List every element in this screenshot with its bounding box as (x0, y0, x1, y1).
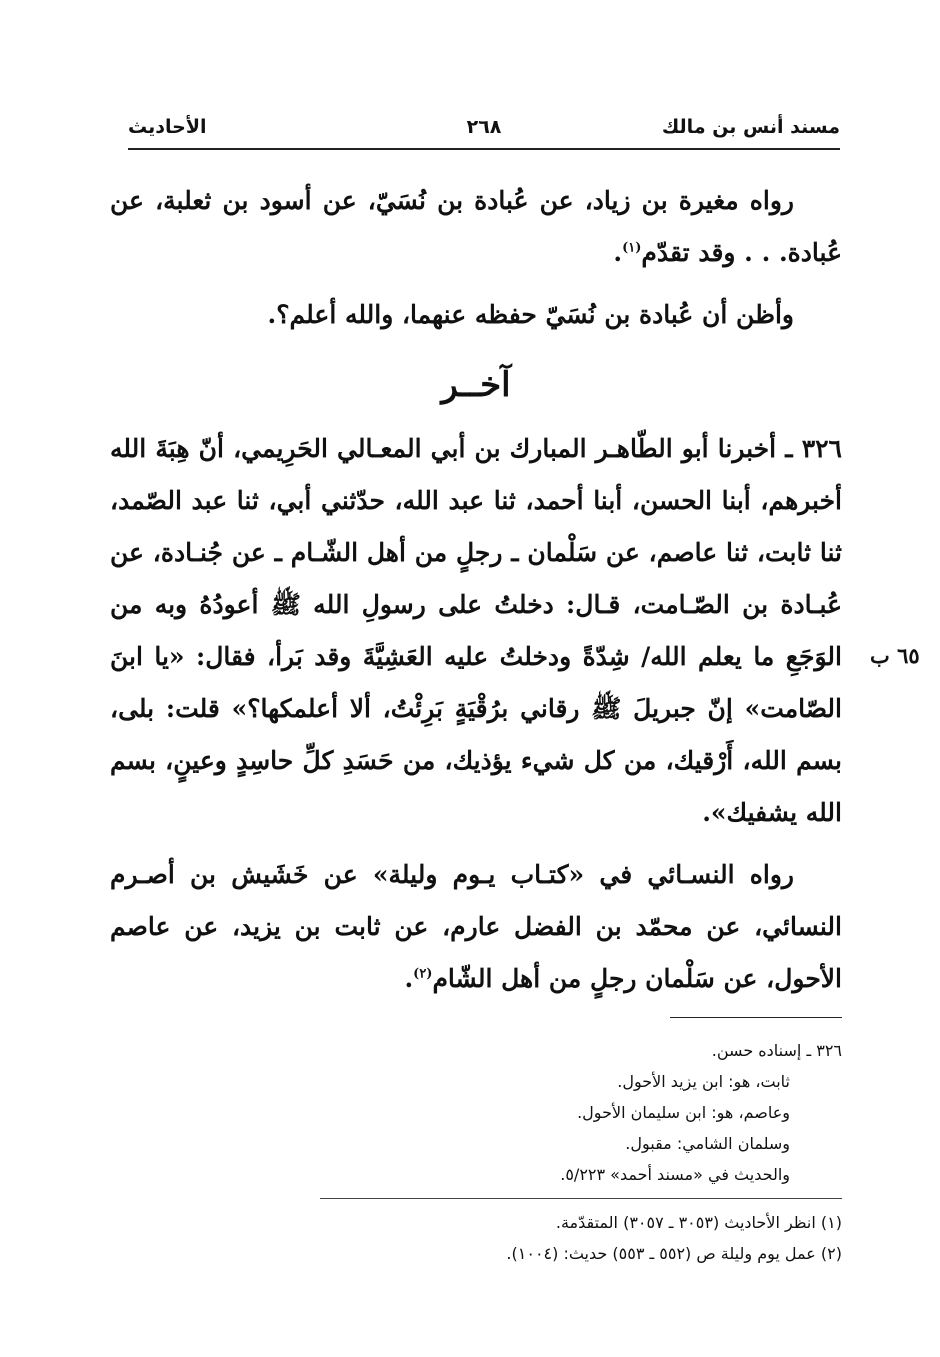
hadith-326 (110, 423, 842, 839)
footnote-divider (320, 1198, 842, 1199)
paragraph-1-text: رواه مغيرة بن زياد، عن عُبادة بن نُسَيّ، عن أسود بن ثعلبة، عن عُبادة. . . وقد تقدّم (110, 186, 842, 267)
section-heading: آخــر (441, 365, 511, 405)
paragraph-3 (110, 849, 842, 1005)
footnote-item: وعاصم، هو: ابن سليمان الأحول. (577, 1103, 790, 1122)
header-book-title: مسند أنس بن مالك (661, 116, 840, 138)
page-number: ٢٦٨ (466, 116, 502, 138)
paragraph-2: وأظن أن عُبادة بن نُسَيّ حفظه عنهما، والله أعلم؟. (267, 300, 794, 329)
footnote-item: وسلمان الشامي: مقبول. (625, 1134, 790, 1153)
footnote-ref-line-1: (١) انظر الأحاديث (٣٠٥٣ ـ ٣٠٥٧) المتقدّمة. (555, 1213, 842, 1232)
footnote-item: ثابت، هو: ابن يزيد الأحول. (617, 1072, 790, 1091)
main-text (110, 175, 842, 1005)
paragraph-3-text: رواه النسـائي في «كتـاب يـوم وليلة» عن خَشَيش بن أصـرم النسائي، عن محمّد بن الفضل عارم، عن ثابت بن يزيد، عن عاصم الأحول، عن سَلْمان رجلٍ من أهل الشّام (110, 860, 842, 993)
hadith-number: ٣٢٦ (801, 434, 842, 463)
header-section-title: الأحاديث (128, 116, 207, 138)
paragraph-1 (110, 175, 842, 279)
footnote-ref-1: (١) (622, 240, 642, 256)
hadith-text: ـ أخبرنا أبو الطّاهـر المبارك بن أبي المعـالي الحَرِيمي، أنّ هِبَةَ الله أخبرهم، أبنا الحسن، أبنا أحمد، ثنا عبد الله، حدّثني أبي، ثنا عبد الصّمد، ثنا ثابت، ثنا عاصم، عن سَلْمان ـ رجلٍ من أهل الشّـام ـ عن جُنـادة، عن عُبـادة بن الصّـامت، قـال: دخلتُ على رسولِ الله ﷺ أعودُهُ وبه من الوَجَعِ ما يعلم الله/ شِدّةً ودخلتُ عليه العَشِيَّةَ وقد بَرأ، فقال: «يا ابنَ الصّامت» إنّ جبريلَ ﷺ رقاني برُقْيَةٍ بَرِئْتُ، ألا أعلمكها؟» قلت: بلى، بسم الله، أَرْقيك، من كل شيء يؤذيك، من حَسَدِ كلِّ حاسِدٍ وعينٍ، بسم الله يشفيك». (110, 434, 842, 827)
footnotes (320, 1035, 842, 1269)
footnote-ref-2: (٢) (413, 966, 433, 982)
running-header (128, 112, 840, 148)
manuscript-folio-note: ٦٥ ب (870, 643, 920, 668)
paragraph-1-end: . (613, 238, 623, 267)
footnote-ref-line-2: (٢) عمل يوم وليلة ص (٥٥٢ ـ ٥٥٣) حديث: (١٠٠٤). (506, 1244, 842, 1263)
footnote-rule (670, 1017, 842, 1018)
footnote-main: ٣٢٦ ـ إسناده حسن. (711, 1041, 842, 1060)
footnote-item: والحديث في «مسند أحمد» ٥/٢٢٣. (560, 1165, 790, 1184)
header-rule (128, 148, 840, 150)
paragraph-3-end: . (404, 964, 414, 993)
